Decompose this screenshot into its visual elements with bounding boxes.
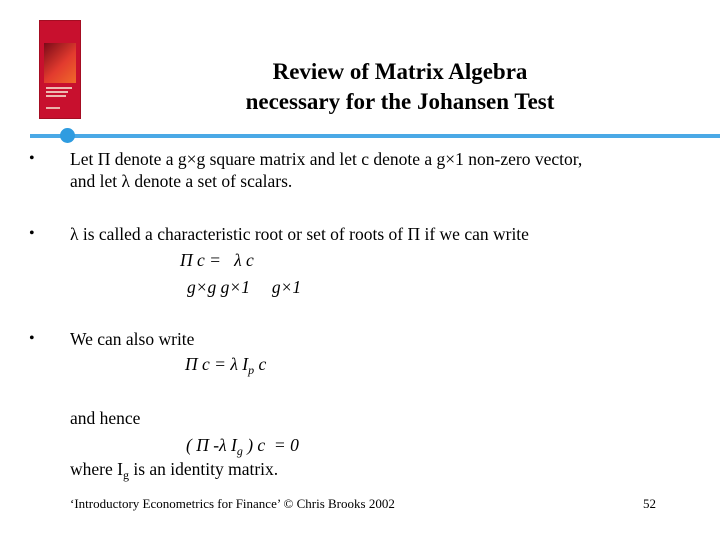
eigen-dimensions: g×g g×1 g×1 — [187, 277, 302, 297]
slide-title-line-1: Review of Matrix Algebra — [272, 59, 528, 84]
characteristic-equation-main: ( Π -λ I — [186, 435, 237, 455]
identity-equation — [185, 353, 266, 381]
divider-dot — [60, 128, 75, 143]
identity-definition — [70, 458, 278, 486]
characteristic-equation-subscript: g — [236, 444, 243, 458]
bullet-1-line-2: and let λ denote a set of scalars. — [70, 171, 293, 191]
slide-title — [180, 57, 620, 117]
book-cover-image — [40, 21, 80, 118]
bullet-marker-1: • — [29, 150, 35, 167]
identity-equation-main: Π c = λ I — [185, 354, 249, 374]
page-number: 52 — [643, 496, 656, 511]
identity-equation-subscript: p — [248, 363, 255, 377]
bullet-marker-2: • — [29, 225, 35, 242]
slide-title-line-2: necessary for the Johansen Test — [245, 89, 555, 114]
bullet-1-line-1: Let Π denote a g×g square matrix and let c denote a g×1 non-zero vector, — [70, 149, 583, 169]
bullet-marker-3: • — [29, 330, 35, 347]
identity-equation-tail: c — [254, 354, 267, 374]
eigen-equation: Π c = λ c — [180, 250, 254, 270]
identity-definition-prefix: where I — [70, 459, 123, 479]
title-divider — [30, 134, 720, 138]
hence-text: and hence — [70, 408, 141, 428]
bullet-2-line-1: λ is called a characteristic root or set of roots of Π if we can write — [70, 224, 529, 244]
identity-definition-tail: is an identity matrix. — [128, 459, 279, 479]
identity-definition-subscript: g — [122, 468, 129, 482]
bullet-3-line-1: We can also write — [70, 329, 195, 349]
characteristic-equation-tail: ) c = 0 — [242, 435, 299, 455]
footer-citation: ‘Introductory Econometrics for Finance’ © Chris Brooks 2002 — [70, 496, 395, 511]
